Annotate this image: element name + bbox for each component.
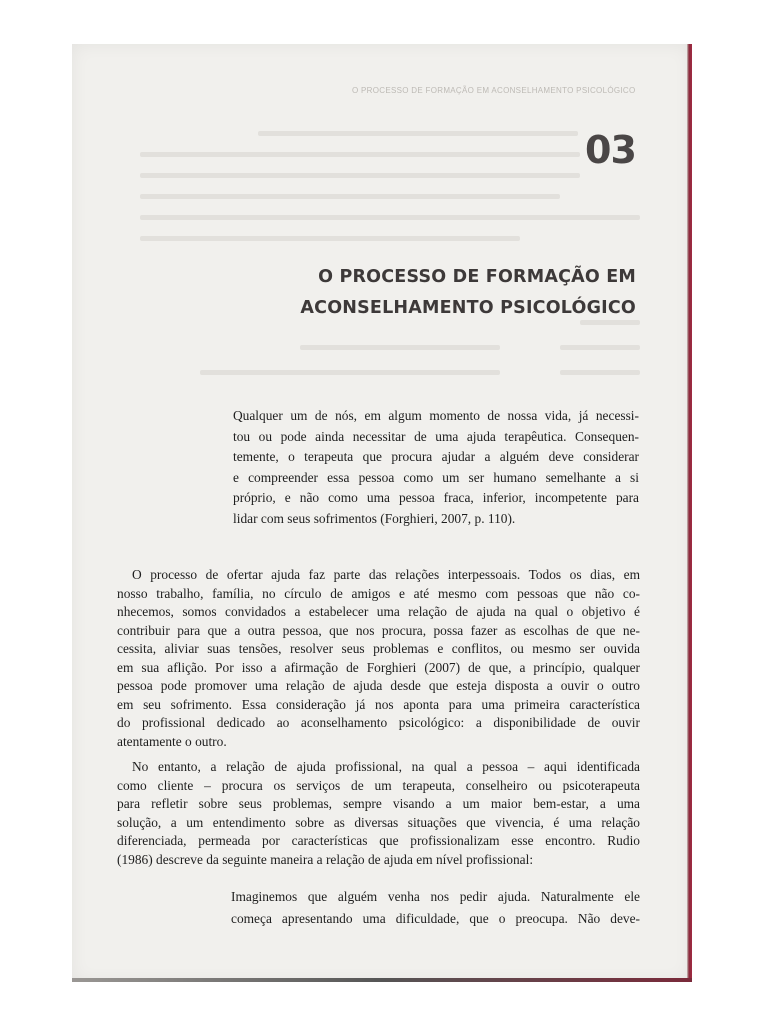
paragraph-line: para refletir sobre seus problemas, sempre visando a um maior bem-estar, a uma	[117, 796, 640, 811]
paragraph-line: como cliente – procura os serviços de um terapeuta, conselheiro ou psicoterapeuta	[117, 777, 640, 793]
block-quote	[231, 886, 640, 930]
epigraph-line: temente, o terapeuta que procura ajudar a alguém deve considerar	[233, 449, 639, 465]
paragraph-1	[117, 566, 640, 751]
epigraph-line: e compreender essa pessoa como um ser humano semelhante a si	[233, 469, 639, 485]
paragraph-line: pessoa pode promover uma relação de ajuda desde que esteja disposta a ouvir o outro	[117, 678, 640, 693]
body-text	[117, 566, 640, 876]
paragraph-line: solução, a um entendimento sobre as diversas situações que vivencia, é uma relação	[117, 814, 640, 830]
chapter-title-line: ACONSELHAMENTO PSICOLÓGICO	[300, 298, 636, 318]
paragraph-line: atentamente o outro.	[117, 733, 227, 749]
epigraph-quote	[233, 406, 639, 530]
epigraph-line: Qualquer um de nós, em algum momento de nossa vida, já necessi-	[233, 408, 639, 423]
paragraph-line: nhecemos, somos convidados a estabelecer uma relação de ajuda na qual o objetivo é	[117, 604, 640, 619]
paragraph-line: No entanto, a relação de ajuda profissional, na qual a pessoa – aqui identificada	[132, 759, 640, 774]
paragraph-line: (1986) descreve da seguinte maneira a relação de ajuda em nível profissional:	[117, 851, 534, 867]
page-edge	[687, 44, 692, 982]
paragraph-line: do profissional dedicado ao aconselhamento psicológico: a disponibilidade de ouvir	[117, 715, 640, 730]
paragraph-2	[117, 758, 640, 869]
paragraph-line: em sua aflição. Por isso a afirmação de Forghieri (2007) de que, a princípio, qualquer	[117, 659, 640, 675]
block-quote-line: Imaginemos que alguém venha nos pedir ajuda. Naturalmente ele	[231, 889, 640, 904]
chapter-title-line: O PROCESSO DE FORMAÇÃO EM	[318, 267, 636, 287]
epigraph-line: tou ou pode ainda necessitar de uma ajuda terapêutica. Consequen-	[233, 428, 639, 444]
chapter-number: 03	[585, 128, 636, 172]
running-head: O PROCESSO DE FORMAÇÃO EM ACONSELHAMENTO PSICOLÓGICO	[352, 86, 636, 95]
paragraph-line: nosso trabalho, família, no círculo de amigos e até mesmo com pessoas que não co-	[117, 585, 640, 601]
paragraph-line: contribuir para que a outra pessoa, que nos procura, possa fazer as escolhas de que ne-	[117, 622, 640, 638]
epigraph-line: próprio, e não como uma pessoa fraca, inferior, incompetente para	[233, 490, 639, 506]
paragraph-line: O processo de ofertar ajuda faz parte das relações interpessoais. Todos os dias, em	[132, 567, 640, 582]
chapter-title	[300, 262, 636, 324]
page-bottom-edge	[72, 978, 692, 982]
paragraph-line: cessita, aliviar suas tensões, resolver seus problemas e conflitos, ou mesmo ser ouvida	[117, 641, 640, 656]
paragraph-line: em seu sofrimento. Essa consideração já nos aponta para uma primeira característica	[117, 696, 640, 712]
epigraph-line: lidar com seus sofrimentos (Forghieri, 2007, p. 110).	[233, 510, 516, 526]
paragraph-line: diferenciada, permeada por características que profissionalizam esse encontro. Rudio	[117, 833, 640, 848]
block-quote-line: começa apresentando uma dificuldade, que o preocupa. Não deve-	[231, 911, 640, 926]
